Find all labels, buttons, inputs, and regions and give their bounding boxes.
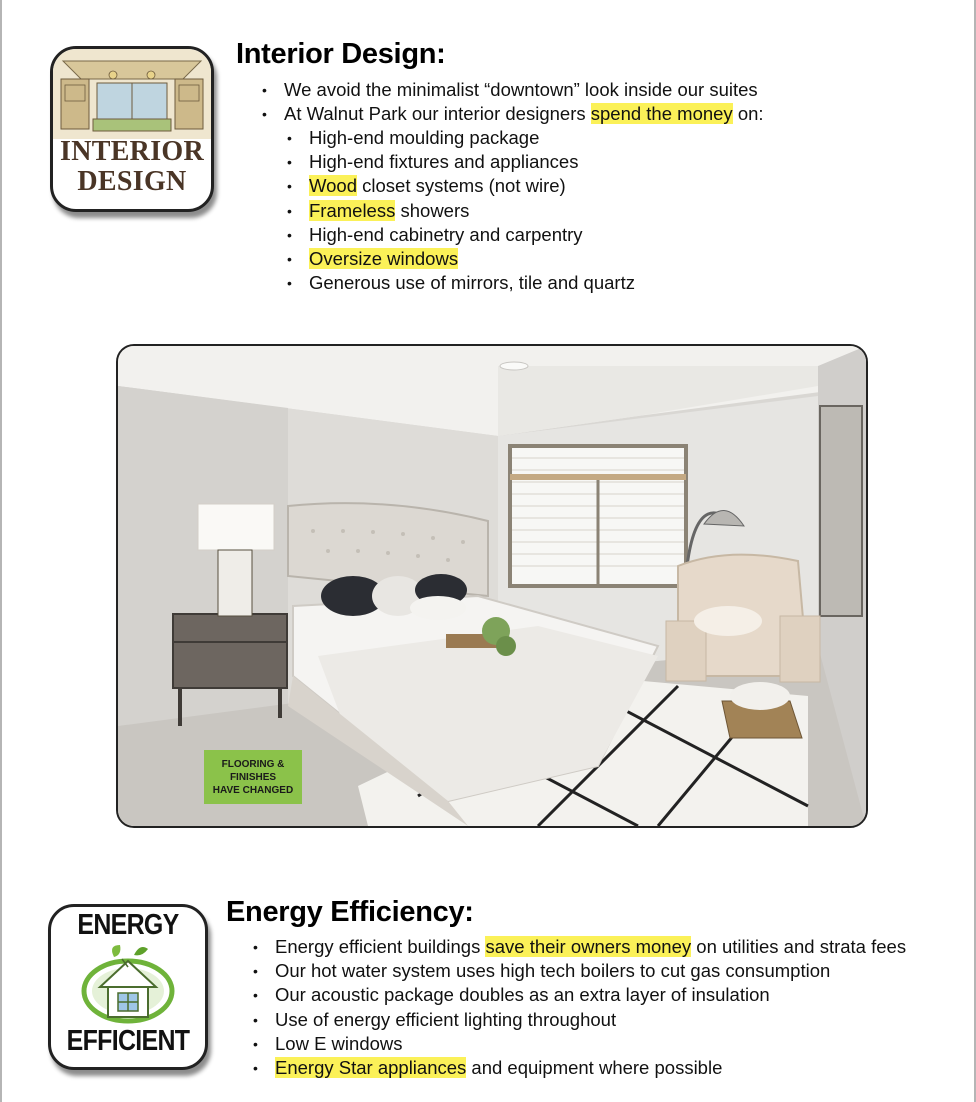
label-line1: FLOORING & [221, 758, 285, 770]
energy-badge-line1: ENERGY [77, 909, 179, 941]
walnut-suffix: on: [732, 103, 764, 125]
list-item: • Low E windows [251, 1032, 906, 1056]
energy-efficient-badge [48, 904, 208, 1070]
item1-prefix: Energy efficient buildings [275, 936, 486, 957]
list-item [251, 1056, 906, 1080]
interior-badge-line2: DESIGN [77, 166, 187, 197]
list-item: • High-end fixtures and appliances [285, 150, 635, 174]
label-line2: FINISHES [229, 771, 277, 783]
interior-bullet-list [260, 78, 764, 126]
page-border-left [0, 0, 2, 1102]
energy-badge-line2: EFFICIENT [66, 1025, 190, 1057]
interior-design-badge [50, 46, 214, 212]
kitchen-sketch-icon [53, 49, 211, 139]
list-item: • We avoid the minimalist “downtown” look inside our suites [260, 78, 764, 102]
list-item: • Generous use of mirrors, tile and quartz [285, 271, 635, 295]
green-house-icon [78, 943, 178, 1027]
list-item [260, 102, 764, 126]
highlight-wood: Wood [309, 175, 357, 197]
bedroom-photo [116, 344, 868, 828]
wood-rest: closet systems (not wire) [357, 175, 566, 197]
highlight-save-money: save their owners money [485, 936, 692, 957]
walnut-prefix: At Walnut Park our interior designers [284, 103, 591, 125]
energy-bullet-list [251, 935, 906, 1080]
label-line3: HAVE CHANGED [212, 784, 294, 796]
list-item: • Our acoustic package doubles as an extra layer of insulation [251, 983, 906, 1007]
interior-design-title: Interior Design: [236, 38, 446, 70]
list-item [285, 174, 635, 198]
highlight-spend-money: spend the money [590, 103, 733, 125]
list-item: • High-end moulding package [285, 126, 635, 150]
frameless-rest: showers [395, 199, 470, 221]
highlight-energy-star: Energy Star appliances [275, 1057, 467, 1079]
list-item [251, 935, 906, 959]
flooring-finishes-label [204, 750, 302, 804]
energy-efficiency-title: Energy Efficiency: [226, 896, 474, 928]
interior-badge-line1: INTERIOR [60, 136, 204, 167]
list-item: • Our hot water system uses high tech boilers to cut gas consumption [251, 959, 906, 983]
item6-suffix: and equipment where possible [466, 1057, 723, 1079]
list-item [285, 199, 635, 223]
list-item [285, 247, 635, 271]
list-item: • Use of energy efficient lighting throughout [251, 1008, 906, 1032]
interior-sub-list [285, 126, 635, 295]
item1-suffix: on utilities and strata fees [691, 936, 907, 957]
highlight-frameless: Frameless [309, 199, 396, 221]
list-item: • High-end cabinetry and carpentry [285, 223, 635, 247]
highlight-oversize-windows: Oversize windows [309, 248, 459, 270]
